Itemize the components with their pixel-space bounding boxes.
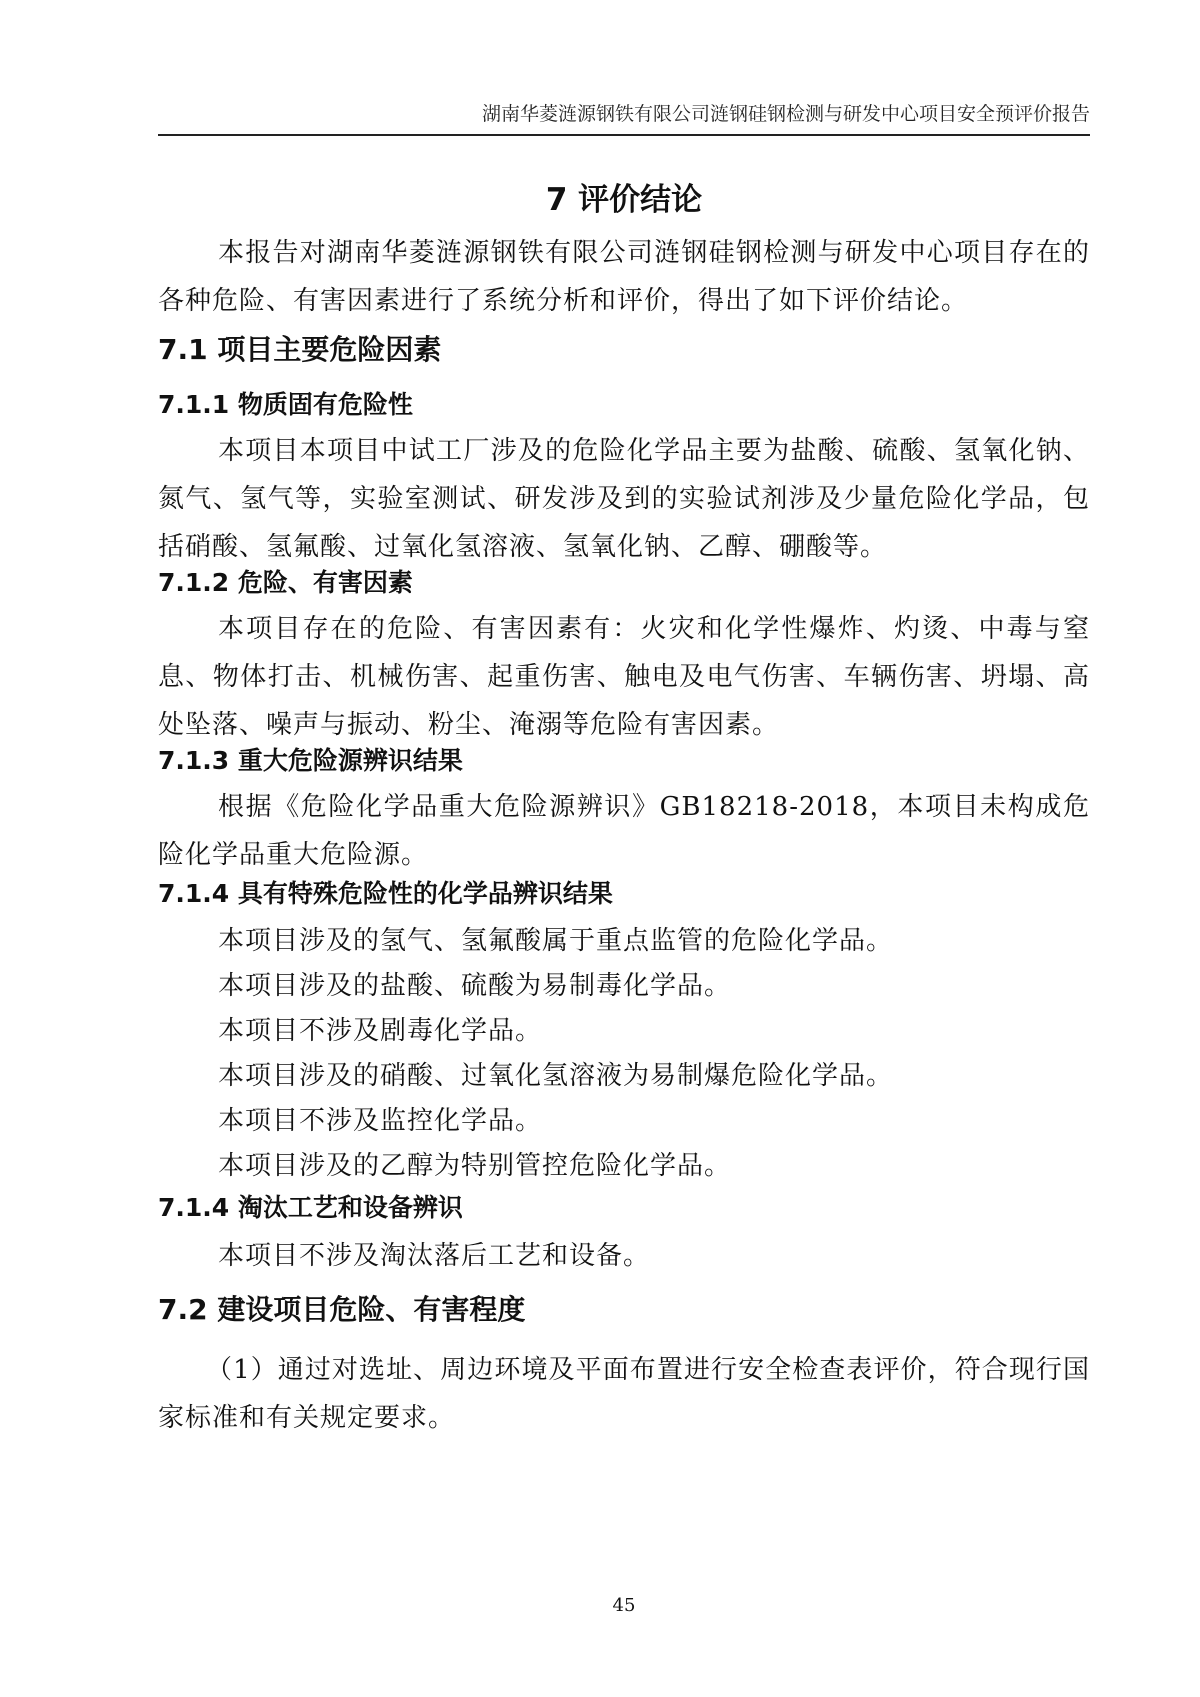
list-item: 本项目涉及的乙醇为特别管控危险化学品。 bbox=[218, 1151, 732, 1181]
intro-paragraph: 本报告对湖南华菱涟源钢铁有限公司涟钢硅钢检测与研发中心项目存在的各种危险、有害因素进行了系统分析和评价，得出了如下评价结论。 bbox=[158, 238, 1090, 316]
page-number: 45 bbox=[612, 1595, 636, 1616]
section-7-1-2-heading: 7.1.2 危险、有害因素 bbox=[158, 568, 413, 597]
list-item: 本项目涉及的盐酸、硫酸为易制毒化学品。 bbox=[218, 971, 732, 1001]
list-item: 本项目涉及的氢气、氢氟酸属于重点监管的危险化学品。 bbox=[218, 926, 894, 956]
section-7-1-1-text: 本项目本项目中试工厂涉及的危险化学品主要为盐酸、硫酸、氢氧化钠、氮气、氢气等，实验室测试、研发涉及到的实验试剂涉及少量危险化学品，包括硝酸、氢氟酸、过氧化氢溶液、氢氧化钠、乙醇、硼酸等。 bbox=[158, 436, 1090, 562]
header-rule bbox=[158, 134, 1090, 136]
section-7-1-4-elimination-text: 本项目不涉及淘汰落后工艺和设备。 bbox=[218, 1241, 651, 1271]
section-7-2-heading: 7.2 建设项目危险、有害程度 bbox=[158, 1293, 526, 1326]
section-7-1-2-text: 本项目存在的危险、有害因素有：火灾和化学性爆炸、灼烫、中毒与窒息、物体打击、机械伤害、起重伤害、触电及电气伤害、车辆伤害、坍塌、高处坠落、噪声与振动、粉尘、淹溺等危险有害因素。 bbox=[158, 614, 1090, 740]
section-7-1-heading: 7.1 项目主要危险因素 bbox=[158, 333, 442, 366]
list-item: 本项目涉及的硝酸、过氧化氢溶液为易制爆危险化学品。 bbox=[218, 1061, 894, 1091]
section-7-2-item-1: （1）通过对选址、周边环境及平面布置进行安全检查表评价，符合现行国家标准和有关规定要求。 bbox=[158, 1355, 1090, 1433]
list-item: 本项目不涉及剧毒化学品。 bbox=[218, 1016, 543, 1046]
chapter-title: 7 评价结论 bbox=[545, 182, 703, 218]
section-7-1-3-heading: 7.1.3 重大危险源辨识结果 bbox=[158, 746, 463, 775]
section-7-1-3-text: 根据《危险化学品重大危险源辨识》GB18218-2018，本项目未构成危险化学品重大危险源。 bbox=[158, 792, 1090, 870]
list-item: 本项目不涉及监控化学品。 bbox=[218, 1106, 543, 1136]
section-7-1-4-heading: 7.1.4 具有特殊危险性的化学品辨识结果 bbox=[158, 879, 613, 908]
section-7-1-4-elimination-heading: 7.1.4 淘汰工艺和设备辨识 bbox=[158, 1193, 463, 1222]
section-7-1-1-heading: 7.1.1 物质固有危险性 bbox=[158, 390, 413, 419]
running-header: 湖南华菱涟源钢铁有限公司涟钢硅钢检测与研发中心项目安全预评价报告 bbox=[481, 103, 1090, 125]
